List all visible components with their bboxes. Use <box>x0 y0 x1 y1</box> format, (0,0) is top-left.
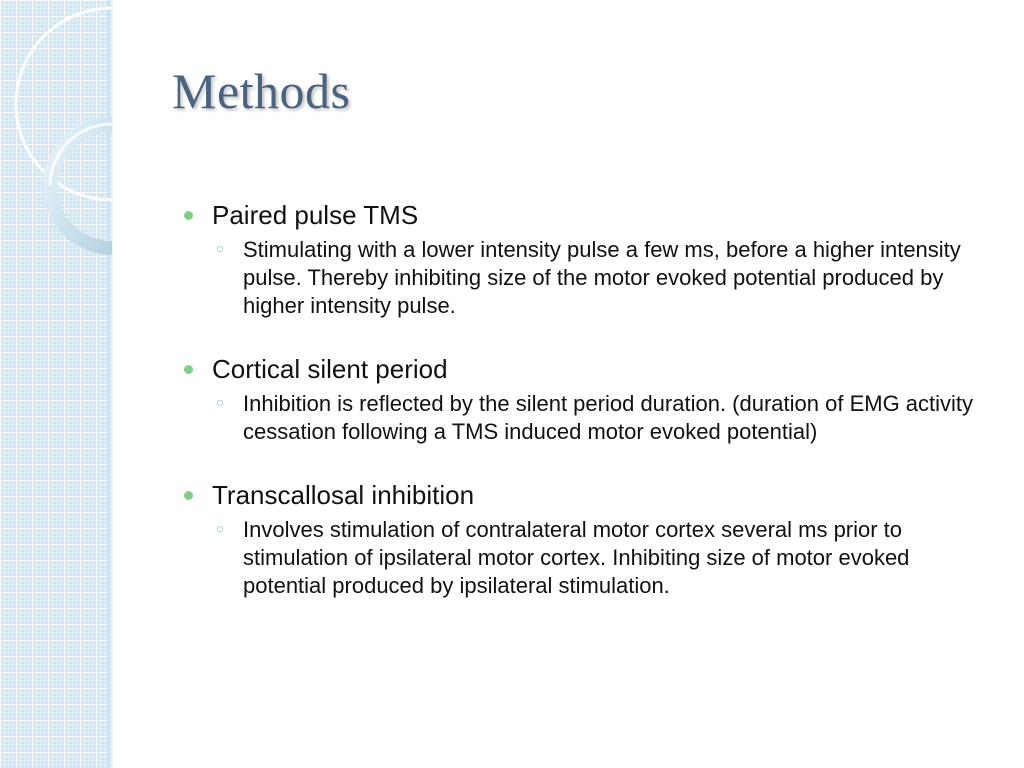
bullet-list <box>184 198 994 632</box>
bullet-detail: Involves stimulation of contralateral motor cortex several ms prior to stimulation of ipsilateral motor cortex. Inhibiting size of motor evoked potential produced by ipsilateral stimulation. <box>243 517 910 598</box>
bullet-dot-icon <box>184 365 193 374</box>
slide-title: Methods <box>172 63 351 119</box>
bullet-detail: Inhibition is reflected by the silent period duration. (duration of EMG activity cessation following a TMS induced motor evoked potential) <box>243 391 974 444</box>
sub-bullet-ring-icon: ○ <box>216 240 225 256</box>
bullet-heading: Cortical silent period <box>212 354 448 384</box>
sub-bullet-ring-icon: ○ <box>216 520 225 536</box>
bullet-item-transcallosal-inhibition <box>184 478 994 600</box>
bullet-dot-icon <box>184 211 193 220</box>
bullet-item-cortical-silent-period <box>184 352 994 446</box>
ring-arc-highlight <box>50 124 112 186</box>
bullet-item-paired-pulse <box>184 198 994 320</box>
sub-bullet-ring-icon: ○ <box>216 394 225 410</box>
bullet-heading: Paired pulse TMS <box>212 200 419 230</box>
large-arc-decoration <box>16 8 112 200</box>
bullet-heading: Transcallosal inhibition <box>212 480 475 510</box>
bullet-detail: Stimulating with a lower intensity pulse a few ms, before a higher intensity pulse. Thereby inhibiting size of the motor evoked potential produced by higher intensity pulse. <box>243 237 961 318</box>
bullet-dot-icon <box>184 491 193 500</box>
